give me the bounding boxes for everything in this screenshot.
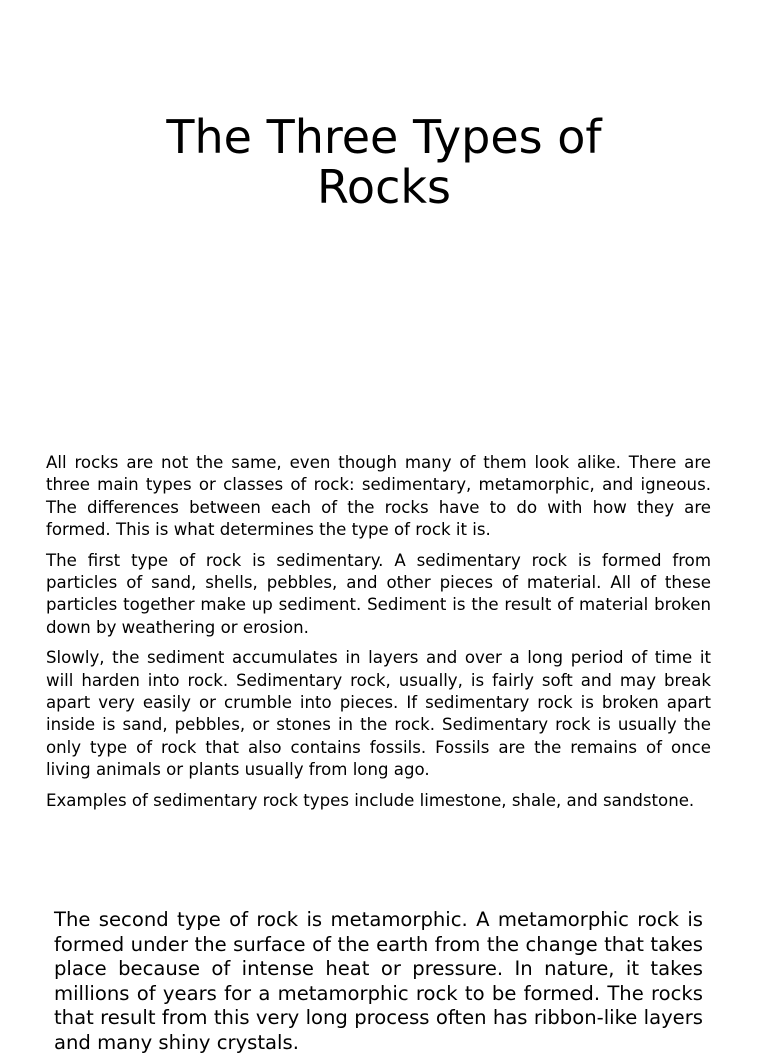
page-title: The Three Types of Rocks [166, 110, 602, 214]
paragraph-sedimentary-examples: Examples of sedimentary rock types include limestone, shale, and sandstone. [46, 790, 695, 810]
paragraph-metamorphic: The second type of rock is metamorphic. A metamorphic rock is formed under the surface of the earth from the change that takes place because of intense heat or pressure. In nature, it takes millions of years for a metamorphic rock to be formed. The rocks that result from this very long process often has ribbon-like layers and many shiny crystals. [54, 908, 703, 1054]
paragraph-sedimentary-formation: Slowly, the sediment accumulates in layers and over a long period of time it will harden into rock. Sedimentary rock, usually, is fairly soft and may break apart very easily or crumble into pieces. If sedimentary rock is broken apart inside is sand, pebbles, or stones in the rock. Sedimentary rock is usually the only type of rock that also contains fossils. Fossils are the remains of once living animals or plants usually from long ago. [46, 648, 711, 780]
metamorphic-text-block [54, 908, 703, 1056]
paragraph-sedimentary-definition: The first type of rock is sedimentary. A sedimentary rock is formed from particles of sand, shells, pebbles, and other pieces of material. All of these particles together make up sediment. Sediment is the result of material broken down by weathering or erosion. [46, 550, 711, 637]
paragraph-intro: All rocks are not the same, even though many of them look alike. There are three main types or classes of rock: sedimentary, metamorphic, and igneous. The differences between each of the rocks have to do with how they are formed. This is what determines the type of rock it is. [46, 453, 711, 540]
intro-text-block [46, 452, 711, 820]
